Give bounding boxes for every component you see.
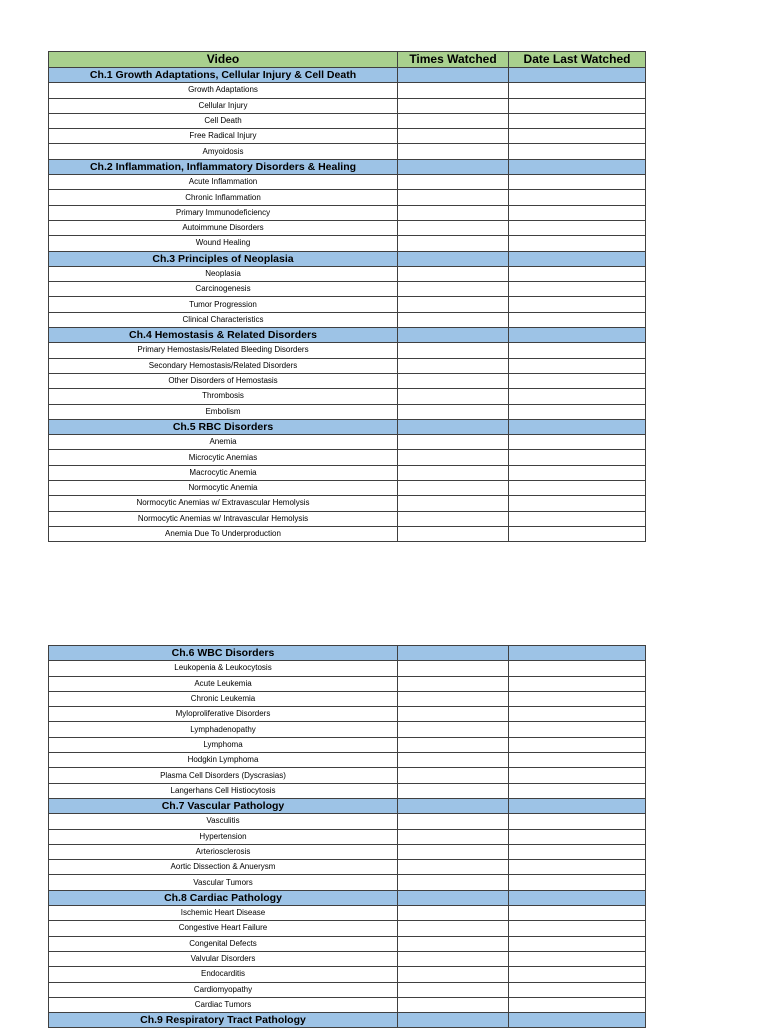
video-title: Congenital Defects: [49, 936, 398, 951]
date-last-watched-cell[interactable]: [509, 175, 646, 190]
date-last-watched-cell[interactable]: [509, 982, 646, 997]
video-title: Cardiac Tumors: [49, 997, 398, 1012]
times-watched-cell[interactable]: [398, 661, 509, 676]
video-title: Acute Leukemia: [49, 676, 398, 691]
video-title: Cell Death: [49, 113, 398, 128]
times-watched-cell[interactable]: [398, 783, 509, 798]
chapter-row: [49, 251, 646, 266]
times-watched-cell[interactable]: [398, 236, 509, 251]
date-last-watched-cell[interactable]: [509, 967, 646, 982]
video-row: [49, 113, 646, 128]
video-title: Primary Immunodeficiency: [49, 205, 398, 220]
times-watched-cell[interactable]: [398, 83, 509, 98]
video-title: Clinical Characteristics: [49, 312, 398, 327]
video-title: Lymphoma: [49, 737, 398, 752]
times-watched-cell[interactable]: [398, 266, 509, 281]
video-row: [49, 982, 646, 997]
video-title: Tumor Progression: [49, 297, 398, 312]
chapter-row: [49, 328, 646, 343]
video-row: [49, 875, 646, 890]
date-last-watched-cell[interactable]: [509, 844, 646, 859]
times-watched-cell[interactable]: [398, 691, 509, 706]
header-row: [49, 52, 646, 68]
date-last-watched-cell[interactable]: [509, 511, 646, 526]
date-last-watched-cell[interactable]: [509, 829, 646, 844]
chapter-title: Ch.1 Growth Adaptations, Cellular Injury & Cell Death: [49, 68, 398, 83]
video-row: [49, 83, 646, 98]
date-last-watched-cell[interactable]: [509, 481, 646, 496]
times-watched-cell[interactable]: [398, 982, 509, 997]
video-row: [49, 373, 646, 388]
video-title: Ischemic Heart Disease: [49, 906, 398, 921]
video-row: [49, 282, 646, 297]
video-row: [49, 481, 646, 496]
times-watched-cell[interactable]: [398, 404, 509, 419]
times-watched-cell[interactable]: [398, 343, 509, 358]
video-row: [49, 343, 646, 358]
video-title: Other Disorders of Hemostasis: [49, 373, 398, 388]
video-row: [49, 951, 646, 966]
times-watched-cell[interactable]: [398, 358, 509, 373]
video-row: [49, 753, 646, 768]
date-last-watched-cell[interactable]: [509, 205, 646, 220]
date-last-watched-cell[interactable]: [509, 921, 646, 936]
video-row: [49, 906, 646, 921]
times-watched-column-header: Times Watched: [398, 52, 509, 68]
date-last-watched-cell[interactable]: [509, 312, 646, 327]
times-watched-cell[interactable]: [398, 753, 509, 768]
chapter-title: Ch.2 Inflammation, Inflammatory Disorders & Healing: [49, 159, 398, 174]
times-watched-cell[interactable]: [398, 389, 509, 404]
times-watched-cell[interactable]: [398, 921, 509, 936]
video-column-header: Video: [49, 52, 398, 68]
video-row: [49, 921, 646, 936]
video-row: [49, 266, 646, 281]
video-title: Valvular Disorders: [49, 951, 398, 966]
times-watched-cell[interactable]: [398, 707, 509, 722]
video-title: Embolism: [49, 404, 398, 419]
date-last-watched-cell[interactable]: [509, 860, 646, 875]
video-title: Thrombosis: [49, 389, 398, 404]
date-last-watched-cell[interactable]: [509, 297, 646, 312]
date-last-watched-cell[interactable]: [509, 753, 646, 768]
date-last-watched-cell[interactable]: [509, 68, 646, 83]
video-title: Lymphadenopathy: [49, 722, 398, 737]
date-last-watched-cell[interactable]: [509, 236, 646, 251]
video-row: [49, 190, 646, 205]
times-watched-cell[interactable]: [398, 768, 509, 783]
video-title: Normocytic Anemias w/ Extravascular Hemolysis: [49, 496, 398, 511]
video-row: [49, 511, 646, 526]
video-row: [49, 722, 646, 737]
chapter-title: Ch.7 Vascular Pathology: [49, 798, 398, 813]
times-watched-cell[interactable]: [398, 144, 509, 159]
chapter-row: [49, 68, 646, 83]
times-watched-cell[interactable]: [398, 435, 509, 450]
video-row: [49, 98, 646, 113]
times-watched-cell[interactable]: [398, 951, 509, 966]
video-row: [49, 175, 646, 190]
times-watched-cell[interactable]: [398, 419, 509, 434]
video-row: [49, 860, 646, 875]
date-last-watched-cell[interactable]: [509, 389, 646, 404]
date-last-watched-cell[interactable]: [509, 282, 646, 297]
video-title: Hypertension: [49, 829, 398, 844]
video-row: [49, 404, 646, 419]
date-last-watched-cell[interactable]: [509, 783, 646, 798]
video-title: Vasculitis: [49, 814, 398, 829]
date-last-watched-cell[interactable]: [509, 419, 646, 434]
date-last-watched-cell[interactable]: [509, 676, 646, 691]
date-last-watched-cell[interactable]: [509, 526, 646, 541]
date-last-watched-cell[interactable]: [509, 113, 646, 128]
times-watched-cell[interactable]: [398, 646, 509, 661]
video-title: Normocytic Anemias w/ Intravascular Hemolysis: [49, 511, 398, 526]
video-row: [49, 768, 646, 783]
date-last-watched-cell[interactable]: [509, 722, 646, 737]
date-last-watched-cell[interactable]: [509, 220, 646, 235]
date-last-watched-cell[interactable]: [509, 768, 646, 783]
video-row: [49, 129, 646, 144]
chapter-title: Ch.5 RBC Disorders: [49, 419, 398, 434]
times-watched-cell[interactable]: [398, 297, 509, 312]
times-watched-cell[interactable]: [398, 68, 509, 83]
video-row: [49, 814, 646, 829]
times-watched-cell[interactable]: [398, 737, 509, 752]
video-row: [49, 707, 646, 722]
chapter-title: Ch.9 Respiratory Tract Pathology: [49, 1013, 398, 1028]
times-watched-cell[interactable]: [398, 328, 509, 343]
date-last-watched-cell[interactable]: [509, 496, 646, 511]
video-row: [49, 312, 646, 327]
video-title: Carcinogenesis: [49, 282, 398, 297]
date-last-watched-cell[interactable]: [509, 707, 646, 722]
date-last-watched-cell[interactable]: [509, 691, 646, 706]
chapter-title: Ch.6 WBC Disorders: [49, 646, 398, 661]
chapter-title: Ch.8 Cardiac Pathology: [49, 890, 398, 905]
date-last-watched-cell[interactable]: [509, 465, 646, 480]
times-watched-cell[interactable]: [398, 814, 509, 829]
times-watched-cell[interactable]: [398, 205, 509, 220]
date-last-watched-cell[interactable]: [509, 798, 646, 813]
date-last-watched-cell[interactable]: [509, 906, 646, 921]
video-title: Primary Hemostasis/Related Bleeding Disorders: [49, 343, 398, 358]
video-row: [49, 844, 646, 859]
date-last-watched-cell[interactable]: [509, 373, 646, 388]
video-row: [49, 676, 646, 691]
times-watched-cell[interactable]: [398, 251, 509, 266]
chapter-row: [49, 419, 646, 434]
video-row: [49, 220, 646, 235]
video-row: [49, 526, 646, 541]
date-last-watched-cell[interactable]: [509, 875, 646, 890]
video-title: Secondary Hemostasis/Related Disorders: [49, 358, 398, 373]
date-last-watched-cell[interactable]: [509, 890, 646, 905]
date-last-watched-cell[interactable]: [509, 936, 646, 951]
video-title: Aortic Dissection & Anuerysm: [49, 860, 398, 875]
chapter-row: [49, 798, 646, 813]
date-last-watched-cell[interactable]: [509, 814, 646, 829]
video-row: [49, 389, 646, 404]
video-title: Congestive Heart Failure: [49, 921, 398, 936]
date-last-watched-cell[interactable]: [509, 159, 646, 174]
date-last-watched-cell[interactable]: [509, 190, 646, 205]
chapter-row: [49, 1013, 646, 1028]
video-row: [49, 661, 646, 676]
chapter-row: [49, 159, 646, 174]
times-watched-cell[interactable]: [398, 373, 509, 388]
times-watched-cell[interactable]: [398, 967, 509, 982]
times-watched-cell[interactable]: [398, 798, 509, 813]
video-title: Growth Adaptations: [49, 83, 398, 98]
video-title: Cellular Injury: [49, 98, 398, 113]
times-watched-cell[interactable]: [398, 282, 509, 297]
video-tracker-table-1: [48, 51, 646, 542]
date-last-watched-cell[interactable]: [509, 129, 646, 144]
date-last-watched-cell[interactable]: [509, 266, 646, 281]
times-watched-cell[interactable]: [398, 875, 509, 890]
video-title: Endocarditis: [49, 967, 398, 982]
video-row: [49, 236, 646, 251]
video-title: Anemia Due To Underproduction: [49, 526, 398, 541]
times-watched-cell[interactable]: [398, 113, 509, 128]
video-title: Plasma Cell Disorders (Dyscrasias): [49, 768, 398, 783]
date-last-watched-cell[interactable]: [509, 435, 646, 450]
video-row: [49, 450, 646, 465]
times-watched-cell[interactable]: [398, 465, 509, 480]
times-watched-cell[interactable]: [398, 129, 509, 144]
chapter-row: [49, 890, 646, 905]
video-row: [49, 496, 646, 511]
times-watched-cell[interactable]: [398, 844, 509, 859]
video-row: [49, 465, 646, 480]
video-title: Vascular Tumors: [49, 875, 398, 890]
date-last-watched-cell[interactable]: [509, 951, 646, 966]
times-watched-cell[interactable]: [398, 526, 509, 541]
video-row: [49, 783, 646, 798]
times-watched-cell[interactable]: [398, 1013, 509, 1028]
video-row: [49, 967, 646, 982]
video-row: [49, 358, 646, 373]
times-watched-cell[interactable]: [398, 159, 509, 174]
video-title: Acute Inflammation: [49, 175, 398, 190]
video-title: Leukopenia & Leukocytosis: [49, 661, 398, 676]
video-title: Microcytic Anemias: [49, 450, 398, 465]
video-title: Hodgkin Lymphoma: [49, 753, 398, 768]
date-last-watched-cell[interactable]: [509, 646, 646, 661]
table-body: [49, 646, 646, 1028]
table-body: [49, 68, 646, 542]
video-title: Chronic Leukemia: [49, 691, 398, 706]
video-row: [49, 435, 646, 450]
date-last-watched-cell[interactable]: [509, 358, 646, 373]
chapter-title: Ch.4 Hemostasis & Related Disorders: [49, 328, 398, 343]
video-tracker-table-2: [48, 645, 646, 1028]
times-watched-cell[interactable]: [398, 496, 509, 511]
times-watched-cell[interactable]: [398, 722, 509, 737]
video-title: Normocytic Anemia: [49, 481, 398, 496]
times-watched-cell[interactable]: [398, 997, 509, 1012]
video-row: [49, 737, 646, 752]
date-last-watched-cell[interactable]: [509, 98, 646, 113]
video-row: [49, 691, 646, 706]
times-watched-cell[interactable]: [398, 936, 509, 951]
date-last-watched-cell[interactable]: [509, 450, 646, 465]
date-last-watched-cell[interactable]: [509, 404, 646, 419]
video-title: Neoplasia: [49, 266, 398, 281]
times-watched-cell[interactable]: [398, 676, 509, 691]
date-last-watched-cell[interactable]: [509, 1013, 646, 1028]
video-title: Wound Healing: [49, 236, 398, 251]
times-watched-cell[interactable]: [398, 98, 509, 113]
video-title: Autoimmune Disorders: [49, 220, 398, 235]
date-last-watched-cell[interactable]: [509, 251, 646, 266]
times-watched-cell[interactable]: [398, 481, 509, 496]
date-last-watched-cell[interactable]: [509, 83, 646, 98]
chapter-title: Ch.3 Principles of Neoplasia: [49, 251, 398, 266]
video-title: Cardiomyopathy: [49, 982, 398, 997]
date-last-watched-cell[interactable]: [509, 737, 646, 752]
date-last-watched-cell[interactable]: [509, 997, 646, 1012]
times-watched-cell[interactable]: [398, 511, 509, 526]
video-row: [49, 297, 646, 312]
date-last-watched-column-header: Date Last Watched: [509, 52, 646, 68]
video-row: [49, 997, 646, 1012]
times-watched-cell[interactable]: [398, 860, 509, 875]
video-title: Chronic Inflammation: [49, 190, 398, 205]
video-row: [49, 936, 646, 951]
times-watched-cell[interactable]: [398, 220, 509, 235]
times-watched-cell[interactable]: [398, 829, 509, 844]
video-title: Amyoidosis: [49, 144, 398, 159]
date-last-watched-cell[interactable]: [509, 661, 646, 676]
video-title: Free Radical Injury: [49, 129, 398, 144]
chapter-row: [49, 646, 646, 661]
times-watched-cell[interactable]: [398, 450, 509, 465]
video-title: Arteriosclerosis: [49, 844, 398, 859]
times-watched-cell[interactable]: [398, 906, 509, 921]
video-row: [49, 205, 646, 220]
date-last-watched-cell[interactable]: [509, 343, 646, 358]
times-watched-cell[interactable]: [398, 890, 509, 905]
video-title: Anemia: [49, 435, 398, 450]
times-watched-cell[interactable]: [398, 175, 509, 190]
times-watched-cell[interactable]: [398, 312, 509, 327]
video-row: [49, 144, 646, 159]
video-title: Myloproliferative Disorders: [49, 707, 398, 722]
video-row: [49, 829, 646, 844]
date-last-watched-cell[interactable]: [509, 328, 646, 343]
video-title: Langerhans Cell Histiocytosis: [49, 783, 398, 798]
date-last-watched-cell[interactable]: [509, 144, 646, 159]
video-title: Macrocytic Anemia: [49, 465, 398, 480]
times-watched-cell[interactable]: [398, 190, 509, 205]
